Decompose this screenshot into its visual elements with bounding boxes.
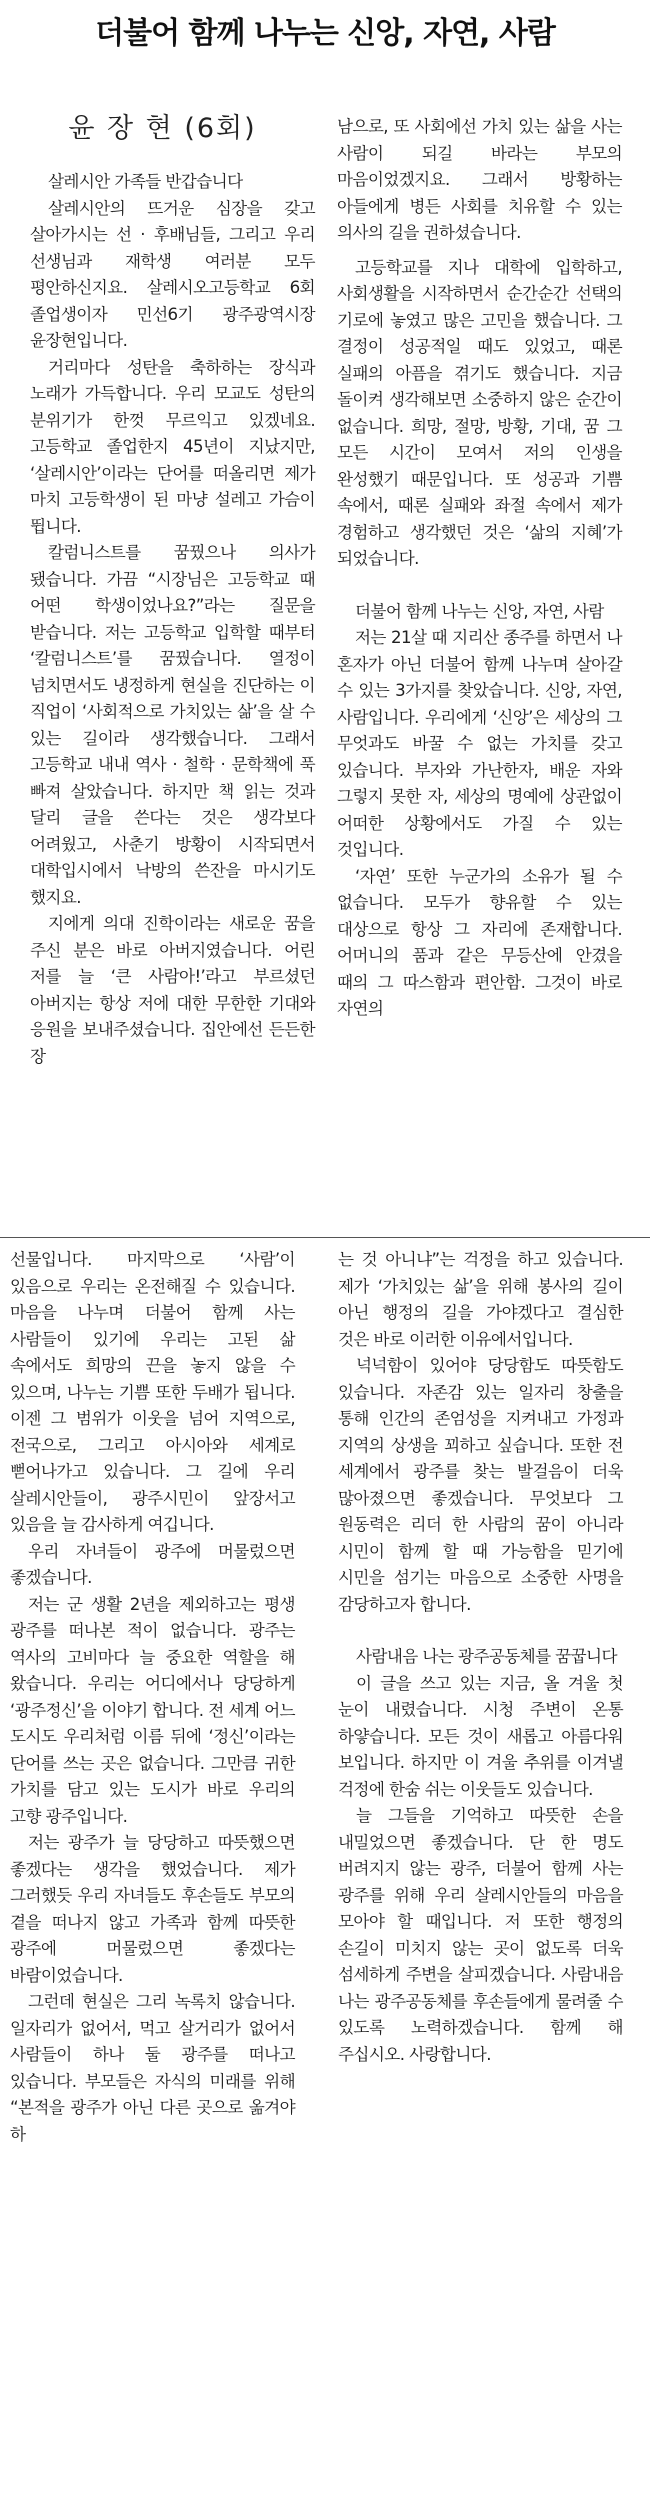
paragraph: 지에게 의대 진학이라는 새로운 꿈을 주신 분은 바로 아버지였습니다. 어린 저를 늘 ‘큰 사람아!’라고 부르셨던 아버지는 항상 저에 대한 무한한 기대와 응원을 보내주셨습니다. 집안에선 든든한 장 <box>30 914 315 1066</box>
page-divider <box>0 1237 650 1238</box>
section-heading: 더불어 함께 나누는 신앙, 자연, 사람 <box>355 601 604 621</box>
paragraph: 그런데 현실은 그리 녹록치 않습니다. 일자리가 없어서, 먹고 살거리가 없어서 사람들이 하나 둘 광주를 떠나고 있습니다. 부모들은 자식의 미래를 위해 “본적을 광주가 아닌 다른 곳으로 옮겨야 하 <box>10 1992 295 2144</box>
section-heading: 사람내음 나는 광주공동체를 꿈꿉니다 <box>356 1647 617 1666</box>
column-top-left <box>30 169 315 1070</box>
paragraph: 거리마다 성탄을 축하하는 장식과 노래가 가득합니다. 우리 모교도 성탄의 분위기가 한껏 무르익고 있겠네요. 고등학교 졸업한지 45년이 지났지만, ‘살레시안’이라는 단어를 떠올리면 제가 마치 고등학생이 된 마냥 설레고 가슴이 뜁니다. <box>30 357 315 536</box>
paragraph: 고등학교를 지나 대학에 입학하고, 사회생활을 시작하면서 순간순간 선택의 기로에 놓였고 많은 고민을 했습니다. 그 결정이 성공적일 때도 있었고, 때론 실패의 아픔을 겪기도 했습니다. 지금 돌이켜 생각해보면 소중하지 않은 순간이 없습니다. 희망, 절망, 방황, 기대, 꿈 그 모든 시간이 모여서 저의 인생을 완성했기 때문입니다. 또 성공과 기쁨 속에서, 때론 실패와 좌절 속에서 제가 경험하고 생각했던 것은 ‘삶의 지혜’가 되었습니다. <box>337 257 622 568</box>
paragraph: 살레시안의 뜨거운 심장을 갖고 살아가시는 선 · 후배님들, 그리고 우리 선생님과 재학생 여러분 모두 평안하신지요. 살레시오고등학교 6회 졸업생이자 민선6기 광주광역시장 윤장현입니다. <box>30 198 315 350</box>
column-top-right <box>337 114 622 1023</box>
paragraph: 선물입니다. 마지막으로 ‘사람’이 있음으로 우리는 온전해질 수 있습니다. 마음을 나누며 더불어 함께 사는 사람들이 있기에 우리는 고된 삶 속에서도 희망의 끈을 놓지 않을 수 있으며, 나누는 기쁨 또한 두배가 됩니다. 이젠 그 범위가 이웃을 넘어 지역으로, 전국으로, 그리고 아시아와 세계로 뻗어나가고 있습니다. 그 길에 우리 살레시안들이, 광주시민이 앞장서고 있음을 늘 감사하게 여깁니다. <box>10 1250 295 1534</box>
paragraph: 남으로, 또 사회에선 가치 있는 삶을 사는 사람이 되길 바라는 부모의 마음이었겠지요. 그래서 방황하는 아들에게 병든 사회를 치유할 수 있는 의사의 길을 권하셨습니다. <box>337 117 622 242</box>
paragraph: 저는 군 생활 2년을 제외하고는 평생 광주를 떠나본 적이 없습니다. 광주는 역사의 고비마다 늘 중요한 역할을 해 왔습니다. 우리는 어디에서나 당당하게 ‘광주정신’을 이야기 합니다. 전 세계 어느 도시도 우리처럼 이름 뒤에 ‘정신’이라는 단어를 쓰는 곳은 없습니다. 그만큼 귀한 가치를 담고 있는 도시가 바로 우리의 고향 광주입니다. <box>10 1594 295 1826</box>
paragraph: 는 것 아니냐”는 걱정을 하고 있습니다. 제가 ‘가치있는 삶’을 위해 봉사의 길이 아닌 행정의 길을 가야겠다고 결심한 것은 바로 이러한 이유에서입니다. <box>338 1250 623 1349</box>
column-bottom-left <box>10 1247 295 2148</box>
paragraph: 넉넉함이 있어야 당당함도 따뜻함도 있습니다. 자존감 있는 일자리 창출을 통해 인간의 존엄성을 지켜내고 가정과 지역의 상생을 꾀하고 싶습니다. 또한 전 세계에서 광주를 찾는 발걸음이 더욱 많아졌으면 좋겠습니다. 무엇보다 그 원동력은 리더 한 사람의 꿈이 아니라 시민이 함께 할 때 가능함을 믿기에 시민을 섬기는 마음으로 소중한 사명을 감당하고자 합니다. <box>338 1356 623 1614</box>
paragraph: 저는 21살 때 지리산 종주를 하면서 나 혼자가 아닌 더불어 함께 나누며 살아갈 수 있는 3가지를 찾았습니다. 신앙, 자연, 사람입니다. 우리에게 ‘신앙’은 세상의 그 무엇과도 바꿀 수 없는 가치를 갖고 있습니다. 부자와 가난한자, 배운 자와 그렇지 못한 자, 세상의 명예에 상관없이 어떠한 상황에서도 가질 수 있는 것입니다. <box>337 628 622 859</box>
column-bottom-right <box>338 1247 623 2068</box>
author-byline: 윤 장 현 (6회) <box>68 113 257 144</box>
paragraph: 늘 그들을 기억하고 따뜻한 손을 내밀었으면 좋겠습니다. 단 한 명도 버려지지 않는 광주, 더불어 함께 사는 광주를 위해 우리 살레시안들의 마음을 모아야 할 때입니다. 저 또한 행정의 손길이 미치지 않는 곳이 없도록 더욱 섬세하게 주변을 살피겠습니다. 사람내음 나는 광주공동체를 후손들에게 물려줄 수 있도록 노력하겠습니다. 함께 해 주십시오. 사랑합니다. <box>338 1806 623 2064</box>
paragraph: 저는 광주가 늘 당당하고 따뜻했으면 좋겠다는 생각을 했었습니다. 제가 그러했듯 우리 자녀들도 후손들도 부모의 곁을 떠나지 않고 가족과 함께 따뜻한 광주에 머물렀으면 좋겠다는 바람이었습니다. <box>10 1833 295 1985</box>
article-headline: 더불어 함께 나누는 신앙, 자연, 사람 <box>95 16 555 51</box>
paragraph: ‘자연’ 또한 누군가의 소유가 될 수 없습니다. 모두가 향유할 수 있는 대상으로 항상 그 자리에 존재합니다. 어머니의 품과 같은 무등산에 안겼을 때의 그 따스함과 편안함. 그것이 바로 자연의 <box>337 866 622 1018</box>
paragraph: 칼럼니스트를 꿈꿨으나 의사가 됐습니다. 가끔 “시장님은 고등학교 때 어떤 학생이었나요?”라는 질문을 받습니다. 저는 고등학교 입학할 때부터 ‘칼럼니스트’를 꿈꿨습니다. 열정이 넘치면서도 냉정하게 현실을 진단하는 이 직업이 ‘사회적으로 가치있는 삶’을 살 수 있는 길이라 생각했습니다. 그래서 고등학교 내내 역사 · 철학 · 문학책에 푹 빠져 살았습니다. 하지만 책 읽는 것과 달리 글을 쓴다는 것은 생각보다 어려웠고, 사춘기 방황이 시작되면서 대학입시에서 낙방의 쓴잔을 마시기도 했지요. <box>30 543 315 907</box>
paragraph: 이 글을 쓰고 있는 지금, 올 겨울 첫 눈이 내렸습니다. 시청 주변이 온통 하얗습니다. 모든 것이 새롭고 아름다워 보입니다. 하지만 이 겨울 추위를 이겨낼 걱정에 한숨 쉬는 이웃들도 있습니다. <box>338 1673 623 1799</box>
section-heading: 우리 자녀들이 광주에 머물렀으면 좋겠습니다. <box>10 1541 295 1587</box>
paragraph-greeting-heading: 살레시안 가족들 반갑습니다 <box>48 172 243 191</box>
